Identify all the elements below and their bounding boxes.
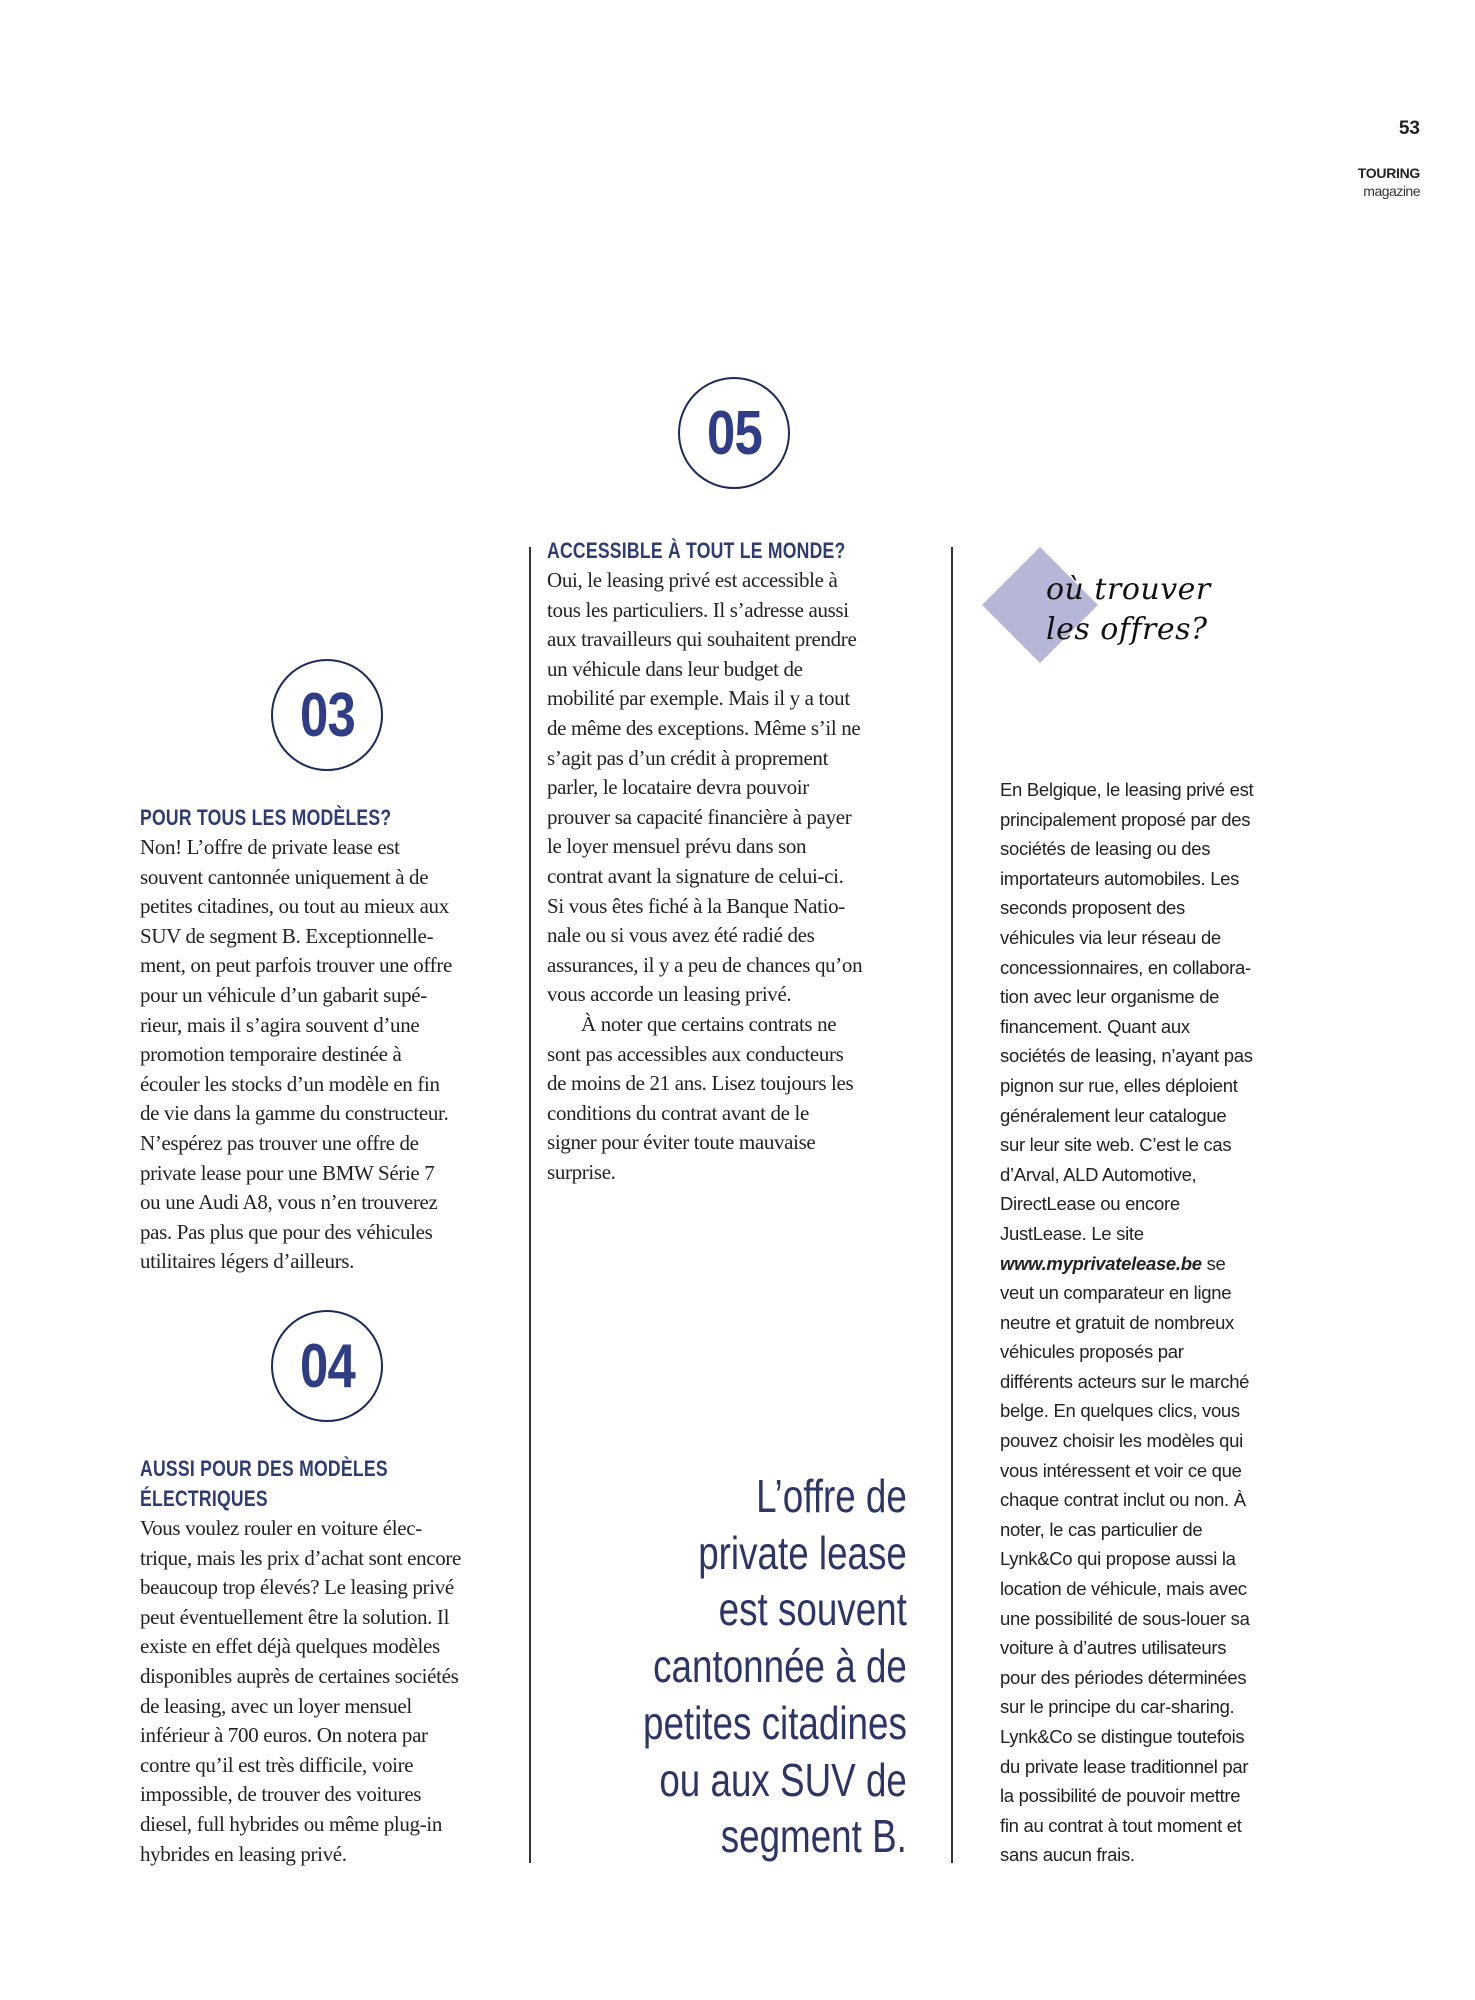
- text-line: belge. En quelques clics, vous: [1000, 1400, 1240, 1422]
- text-line: cantonnée à de: [653, 1640, 907, 1693]
- text-line: de même des exceptions. Même s’il ne: [547, 715, 861, 740]
- text-line: aux travailleurs qui souhaitent prendre: [547, 627, 857, 652]
- text-line: chaque contrat inclut ou non. À: [1000, 1489, 1246, 1511]
- text-line: surprise.: [547, 1159, 616, 1184]
- text-line: neutre et gratuit de nombreux: [1000, 1311, 1235, 1333]
- text-line: JustLease. Le site: [1000, 1222, 1144, 1244]
- section-number-03: [271, 659, 383, 771]
- number-label: 05: [706, 398, 762, 468]
- text-line: une possibilité de sous-louer sa: [1000, 1607, 1250, 1629]
- text-line: [1000, 1249, 1253, 1279]
- section-number-04: [271, 1310, 383, 1422]
- text-line: signer pour éviter toute mauvaise: [547, 1130, 816, 1155]
- text-line: diesel, full hybrides ou même plug-in: [140, 1811, 442, 1836]
- text-line: principalement proposé par des: [1000, 808, 1251, 830]
- text-line: SUV de segment B. Exceptionnelle-: [140, 923, 434, 948]
- text-line: vous accorde un leasing privé.: [547, 982, 792, 1007]
- website-link[interactable]: www.myprivatelease.be: [1000, 1252, 1202, 1274]
- text-line: AUSSI POUR DES MODÈLES: [140, 1456, 388, 1481]
- text-line: différents acteurs sur le marché: [1000, 1370, 1250, 1392]
- text-line: rieur, mais il s’agira souvent d’une: [140, 1012, 420, 1037]
- text-line: sur leur site web. C’est le cas: [1000, 1134, 1232, 1156]
- text-line: N’espérez pas trouver une offre de: [140, 1130, 419, 1155]
- text-line: DirectLease ou encore: [1000, 1193, 1180, 1215]
- text-line: ACCESSIBLE À TOUT LE MONDE?: [547, 538, 846, 563]
- section-body: [140, 1514, 461, 1869]
- column-divider-right: [951, 547, 953, 1863]
- text-line: Si vous êtes fiché à la Banque Natio-: [547, 893, 845, 918]
- text-line: petites citadines, ou tout au mieux aux: [140, 894, 449, 919]
- text-line: impossible, de trouver des voitures: [140, 1782, 422, 1807]
- text-line: noter, le cas particulier de: [1000, 1518, 1203, 1540]
- section-number-05: [678, 377, 790, 489]
- text-line: pignon sur rue, elles déploient: [1000, 1074, 1238, 1096]
- text-line: de moins de 21 ans. Lisez toujours les: [547, 1071, 854, 1096]
- text-line: assurances, il y a peu de chances qu’on: [547, 952, 863, 977]
- text-line: À noter que certains contrats ne: [581, 1011, 837, 1036]
- text-line: souvent cantonnée uniquement à de: [140, 864, 429, 889]
- text-line: veut un comparateur en ligne: [1000, 1282, 1232, 1304]
- text-line: location de véhicule, mais avec: [1000, 1578, 1247, 1600]
- section-heading: [547, 536, 846, 566]
- text-line: pour des périodes déterminées: [1000, 1666, 1247, 1688]
- text-line: promotion temporaire destinée à: [140, 1042, 402, 1067]
- text-line: sont pas accessibles aux conducteurs: [547, 1041, 844, 1066]
- sidebar-body: [1000, 775, 1253, 1870]
- text-line: Lynk&Co qui propose aussi la: [1000, 1548, 1236, 1570]
- text-line: utilitaires légers d’ailleurs.: [140, 1249, 355, 1274]
- text-line: le loyer mensuel prévu dans son: [547, 834, 807, 859]
- sidebar-title: [1046, 570, 1211, 650]
- text-line: véhicules via leur réseau de: [1000, 926, 1221, 948]
- text-line: Vous voulez rouler en voiture élec-: [140, 1516, 422, 1540]
- text-line: d’Arval, ALD Automotive,: [1000, 1163, 1197, 1185]
- text-line: ment, on peut parfois trouver une offre: [140, 953, 452, 978]
- text-line: tous les particuliers. Il s’adresse aussi: [547, 597, 849, 622]
- text-line: sur le principe du car-sharing.: [1000, 1696, 1235, 1718]
- text-line: mobilité par exemple. Mais il y a tout: [547, 686, 850, 711]
- section-heading: [140, 1454, 388, 1513]
- text-line: contrat avant la signature de celui-ci.: [547, 863, 844, 888]
- text-line: de vie dans la gamme du constructeur.: [140, 1101, 449, 1126]
- text-line: POUR TOUS LES MODÈLES?: [140, 805, 392, 830]
- section-body: [547, 566, 862, 1187]
- text-line: tion avec leur organisme de: [1000, 986, 1220, 1008]
- text-line: importateurs automobiles. Les: [1000, 867, 1240, 889]
- number-label: 04: [299, 1331, 355, 1401]
- text-line: ou une Audi A8, vous n’en trouverez: [140, 1190, 438, 1215]
- text-line: du private lease traditionnel par: [1000, 1755, 1249, 1777]
- text-line: sociétés de leasing ou des: [1000, 838, 1211, 860]
- text-line: fin au contrat à tout moment et: [1000, 1814, 1242, 1836]
- text-line: s’agit pas d’un crédit à proprement: [547, 745, 829, 770]
- text-line: trique, mais les prix d’achat sont encore: [140, 1545, 461, 1570]
- text-line: voiture à d’autres utilisateurs: [1000, 1637, 1227, 1659]
- text-line: est souvent: [718, 1583, 907, 1636]
- text-line: nale ou si vous avez été radié des: [547, 923, 815, 948]
- column-divider-left: [529, 547, 531, 1863]
- section-body: [140, 833, 452, 1277]
- text-line: Non! L’offre de private lease est: [140, 835, 400, 859]
- text-line: Lynk&Co se distingue toutefois: [1000, 1726, 1245, 1747]
- text-line: écouler les stocks d’un modèle en fin: [140, 1071, 440, 1096]
- text-line: pour un véhicule d’un gabarit supé-: [140, 982, 427, 1007]
- brand-name: TOURING: [1357, 165, 1420, 181]
- text-line: private lease: [698, 1526, 907, 1579]
- text-fragment: se: [1201, 1252, 1226, 1274]
- text-line: inférieur à 700 euros. On notera par: [140, 1723, 428, 1748]
- text-line: un véhicule dans leur budget de: [547, 656, 803, 681]
- text-line: parler, le locataire devra pouvoir: [547, 775, 809, 800]
- magazine-logo: [1358, 164, 1420, 200]
- number-label: 03: [299, 680, 355, 750]
- text-line: beaucoup trop élevés? Le leasing privé: [140, 1575, 454, 1600]
- pull-quote: [643, 1468, 907, 1865]
- text-line: vous intéressent et voir ce que: [1000, 1459, 1242, 1481]
- section-heading: [140, 803, 391, 833]
- text-line: véhicules proposés par: [1000, 1341, 1184, 1363]
- text-line: disponibles auprès de certaines sociétés: [140, 1663, 459, 1688]
- text-line: petites citadines: [643, 1696, 907, 1749]
- text-line: généralement leur catalogue: [1000, 1104, 1227, 1126]
- text-line: hybrides en leasing privé.: [140, 1841, 347, 1866]
- text-line: les offres?: [1046, 612, 1208, 647]
- text-line: En Belgique, le leasing privé est: [1000, 779, 1254, 800]
- text-line: seconds proposent des: [1000, 897, 1185, 919]
- text-line: financement. Quant aux: [1000, 1015, 1190, 1037]
- page-number: 53: [1398, 118, 1420, 139]
- text-line: pouvez choisir les modèles qui: [1000, 1430, 1243, 1452]
- text-line: ÉLECTRIQUES: [140, 1485, 268, 1511]
- text-line: existe en effet déjà quelques modèles: [140, 1634, 440, 1659]
- text-line: la possibilité de pouvoir mettre: [1000, 1785, 1241, 1807]
- text-line: pas. Pas plus que pour des véhicules: [140, 1219, 433, 1244]
- text-line: Oui, le leasing privé est accessible à: [547, 568, 838, 592]
- text-line: où trouver: [1046, 572, 1211, 607]
- text-line: segment B.: [720, 1810, 907, 1863]
- text-line: L’offre de: [756, 1470, 907, 1522]
- text-line: private lease pour une BMW Série 7: [140, 1160, 435, 1185]
- text-line: sociétés de leasing, n’ayant pas: [1000, 1045, 1253, 1067]
- text-line: sans aucun frais.: [1000, 1844, 1135, 1866]
- text-line: de leasing, avec un loyer mensuel: [140, 1693, 412, 1718]
- brand-sub: magazine: [1363, 183, 1420, 199]
- text-line: contre qu’il est très difficile, voire: [140, 1752, 414, 1777]
- text-line: conditions du contrat avant de le: [547, 1100, 809, 1125]
- text-line: peut éventuellement être la solution. Il: [140, 1604, 450, 1629]
- text-line: prouver sa capacité financière à payer: [547, 804, 852, 829]
- text-line: concessionnaires, en collabora-: [1000, 956, 1251, 978]
- text-line: ou aux SUV de: [659, 1753, 907, 1806]
